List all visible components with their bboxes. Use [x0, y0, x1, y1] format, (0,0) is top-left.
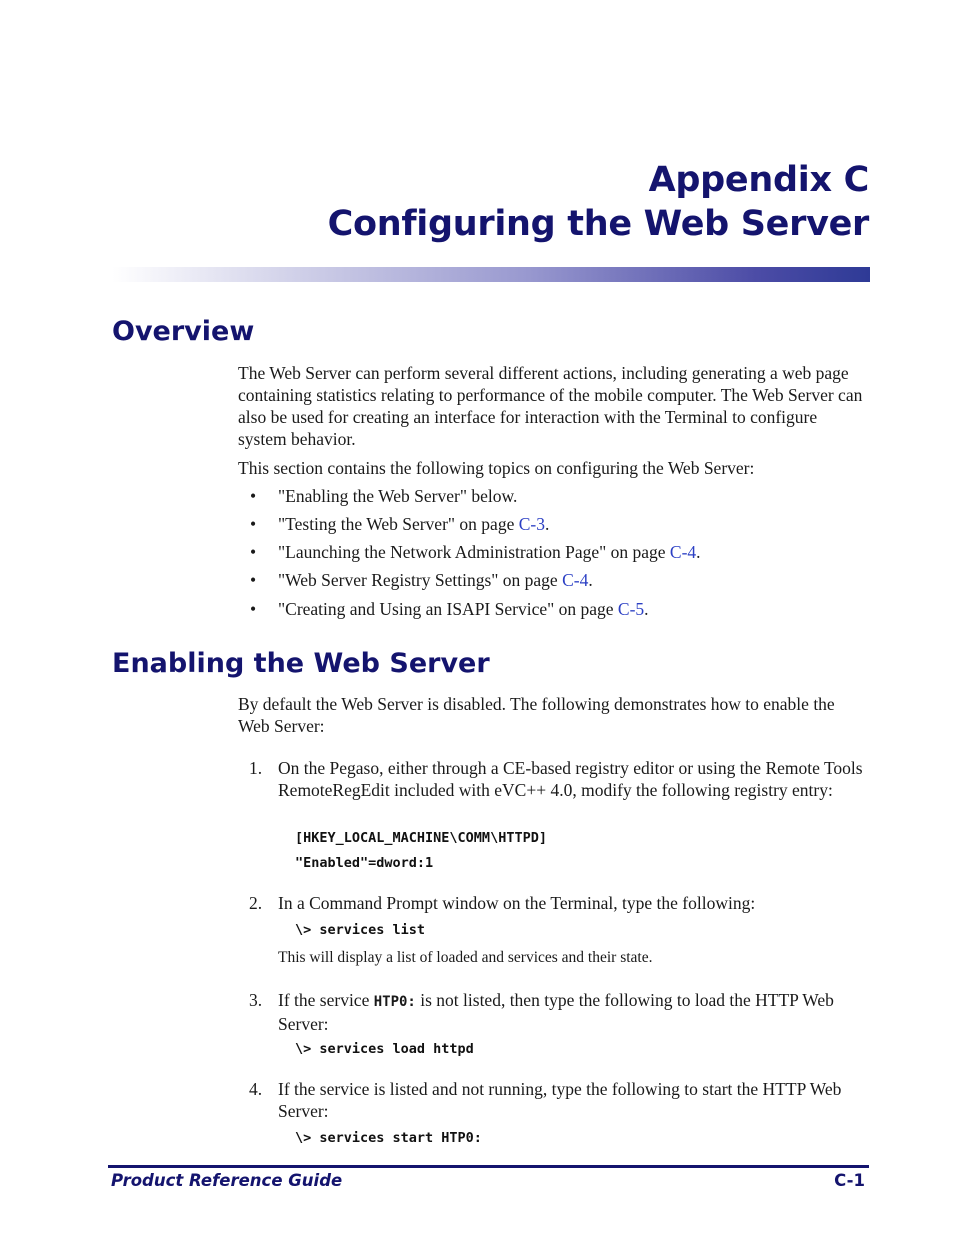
overview-paragraph-1: The Web Server can perform several different actions, including generating a web page containing statistics relating to performance of the mobile computer. The Web Server can also be used for creating an interface for interaction with the Terminal to configure system behavior.	[238, 363, 863, 449]
step-1-code-line-1: [HKEY_LOCAL_MACHINE\COMM\HTTPD]	[295, 830, 547, 846]
topic-item-registry	[250, 569, 868, 591]
step-3-code: \> services load httpd	[295, 1041, 474, 1057]
step-4-number: 4.	[249, 1079, 263, 1099]
footer-page-number: C-1	[834, 1171, 865, 1190]
topic-item-enabling	[250, 485, 868, 507]
topic-text: "Web Server Registry Settings" on page	[278, 570, 563, 590]
step-4-text: If the service is listed and not running, type the following to start the HTTP Web Server:	[278, 1079, 842, 1121]
step-3-number: 3.	[249, 990, 263, 1010]
enabling-heading: Enabling the Web Server	[112, 648, 490, 679]
page-link[interactable]: C-5	[617, 599, 645, 619]
step-1-code-line-2: "Enabled"=dword:1	[295, 855, 434, 871]
footer-rule	[108, 1165, 869, 1168]
topic-item-testing	[250, 513, 868, 535]
step-1-number: 1.	[249, 758, 263, 778]
step-2-text: In a Command Prompt window on the Terminal, type the following:	[278, 893, 756, 913]
bullet-icon: •	[250, 599, 257, 619]
bullet-icon: •	[250, 542, 257, 562]
topic-text: "Creating and Using an ISAPI Service" on page	[278, 599, 618, 619]
footer-guide-title: Product Reference Guide	[111, 1171, 343, 1190]
enabling-intro: By default the Web Server is disabled. The following demonstrates how to enable the Web Server:	[238, 694, 835, 736]
topic-suffix: .	[644, 599, 649, 619]
topic-text: "Launching the Network Administration Page" on page	[278, 542, 670, 562]
topic-suffix: .	[588, 570, 593, 590]
topic-suffix: .	[696, 542, 701, 562]
step-2-number: 2.	[249, 893, 263, 913]
topic-text: "Enabling the Web Server" below.	[278, 486, 518, 506]
bullet-icon: •	[250, 486, 257, 506]
step-2-note: This will display a list of loaded and services and their state.	[278, 949, 653, 966]
page-link[interactable]: C-4	[669, 542, 697, 562]
bullet-icon: •	[250, 570, 257, 590]
overview-heading: Overview	[112, 316, 255, 347]
page-link[interactable]: C-3	[518, 514, 545, 534]
topic-item-launching	[250, 541, 868, 563]
chapter-title	[328, 158, 869, 246]
overview-paragraph-2: This section contains the following topics on configuring the Web Server:	[238, 458, 755, 478]
chapter-title-line-1: Appendix C	[648, 160, 869, 200]
step-1-text: On the Pegaso, either through a CE-based registry editor or using the Remote Tools RemoteRegEdit included with eVC++ 4.0, modify the following registry entry:	[278, 758, 863, 800]
step-3-inline-code: HTP0:	[373, 994, 416, 1010]
step-3-text-after: is not listed, then type the following to load the HTTP Web Server:	[278, 990, 834, 1034]
topic-suffix: .	[544, 514, 550, 534]
chapter-title-line-2: Configuring the Web Server	[327, 204, 869, 244]
step-3-text-before: If the service	[278, 990, 374, 1010]
page-link[interactable]: C-4	[562, 570, 589, 590]
title-gradient-bar	[112, 267, 870, 282]
step-4-code: \> services start HTP0:	[295, 1130, 482, 1146]
bullet-icon: •	[250, 514, 257, 534]
topic-text: "Testing the Web Server" on page	[278, 514, 519, 534]
topic-item-isapi	[250, 598, 868, 620]
step-2-code: \> services list	[295, 922, 426, 938]
step-3-text	[278, 989, 870, 1035]
